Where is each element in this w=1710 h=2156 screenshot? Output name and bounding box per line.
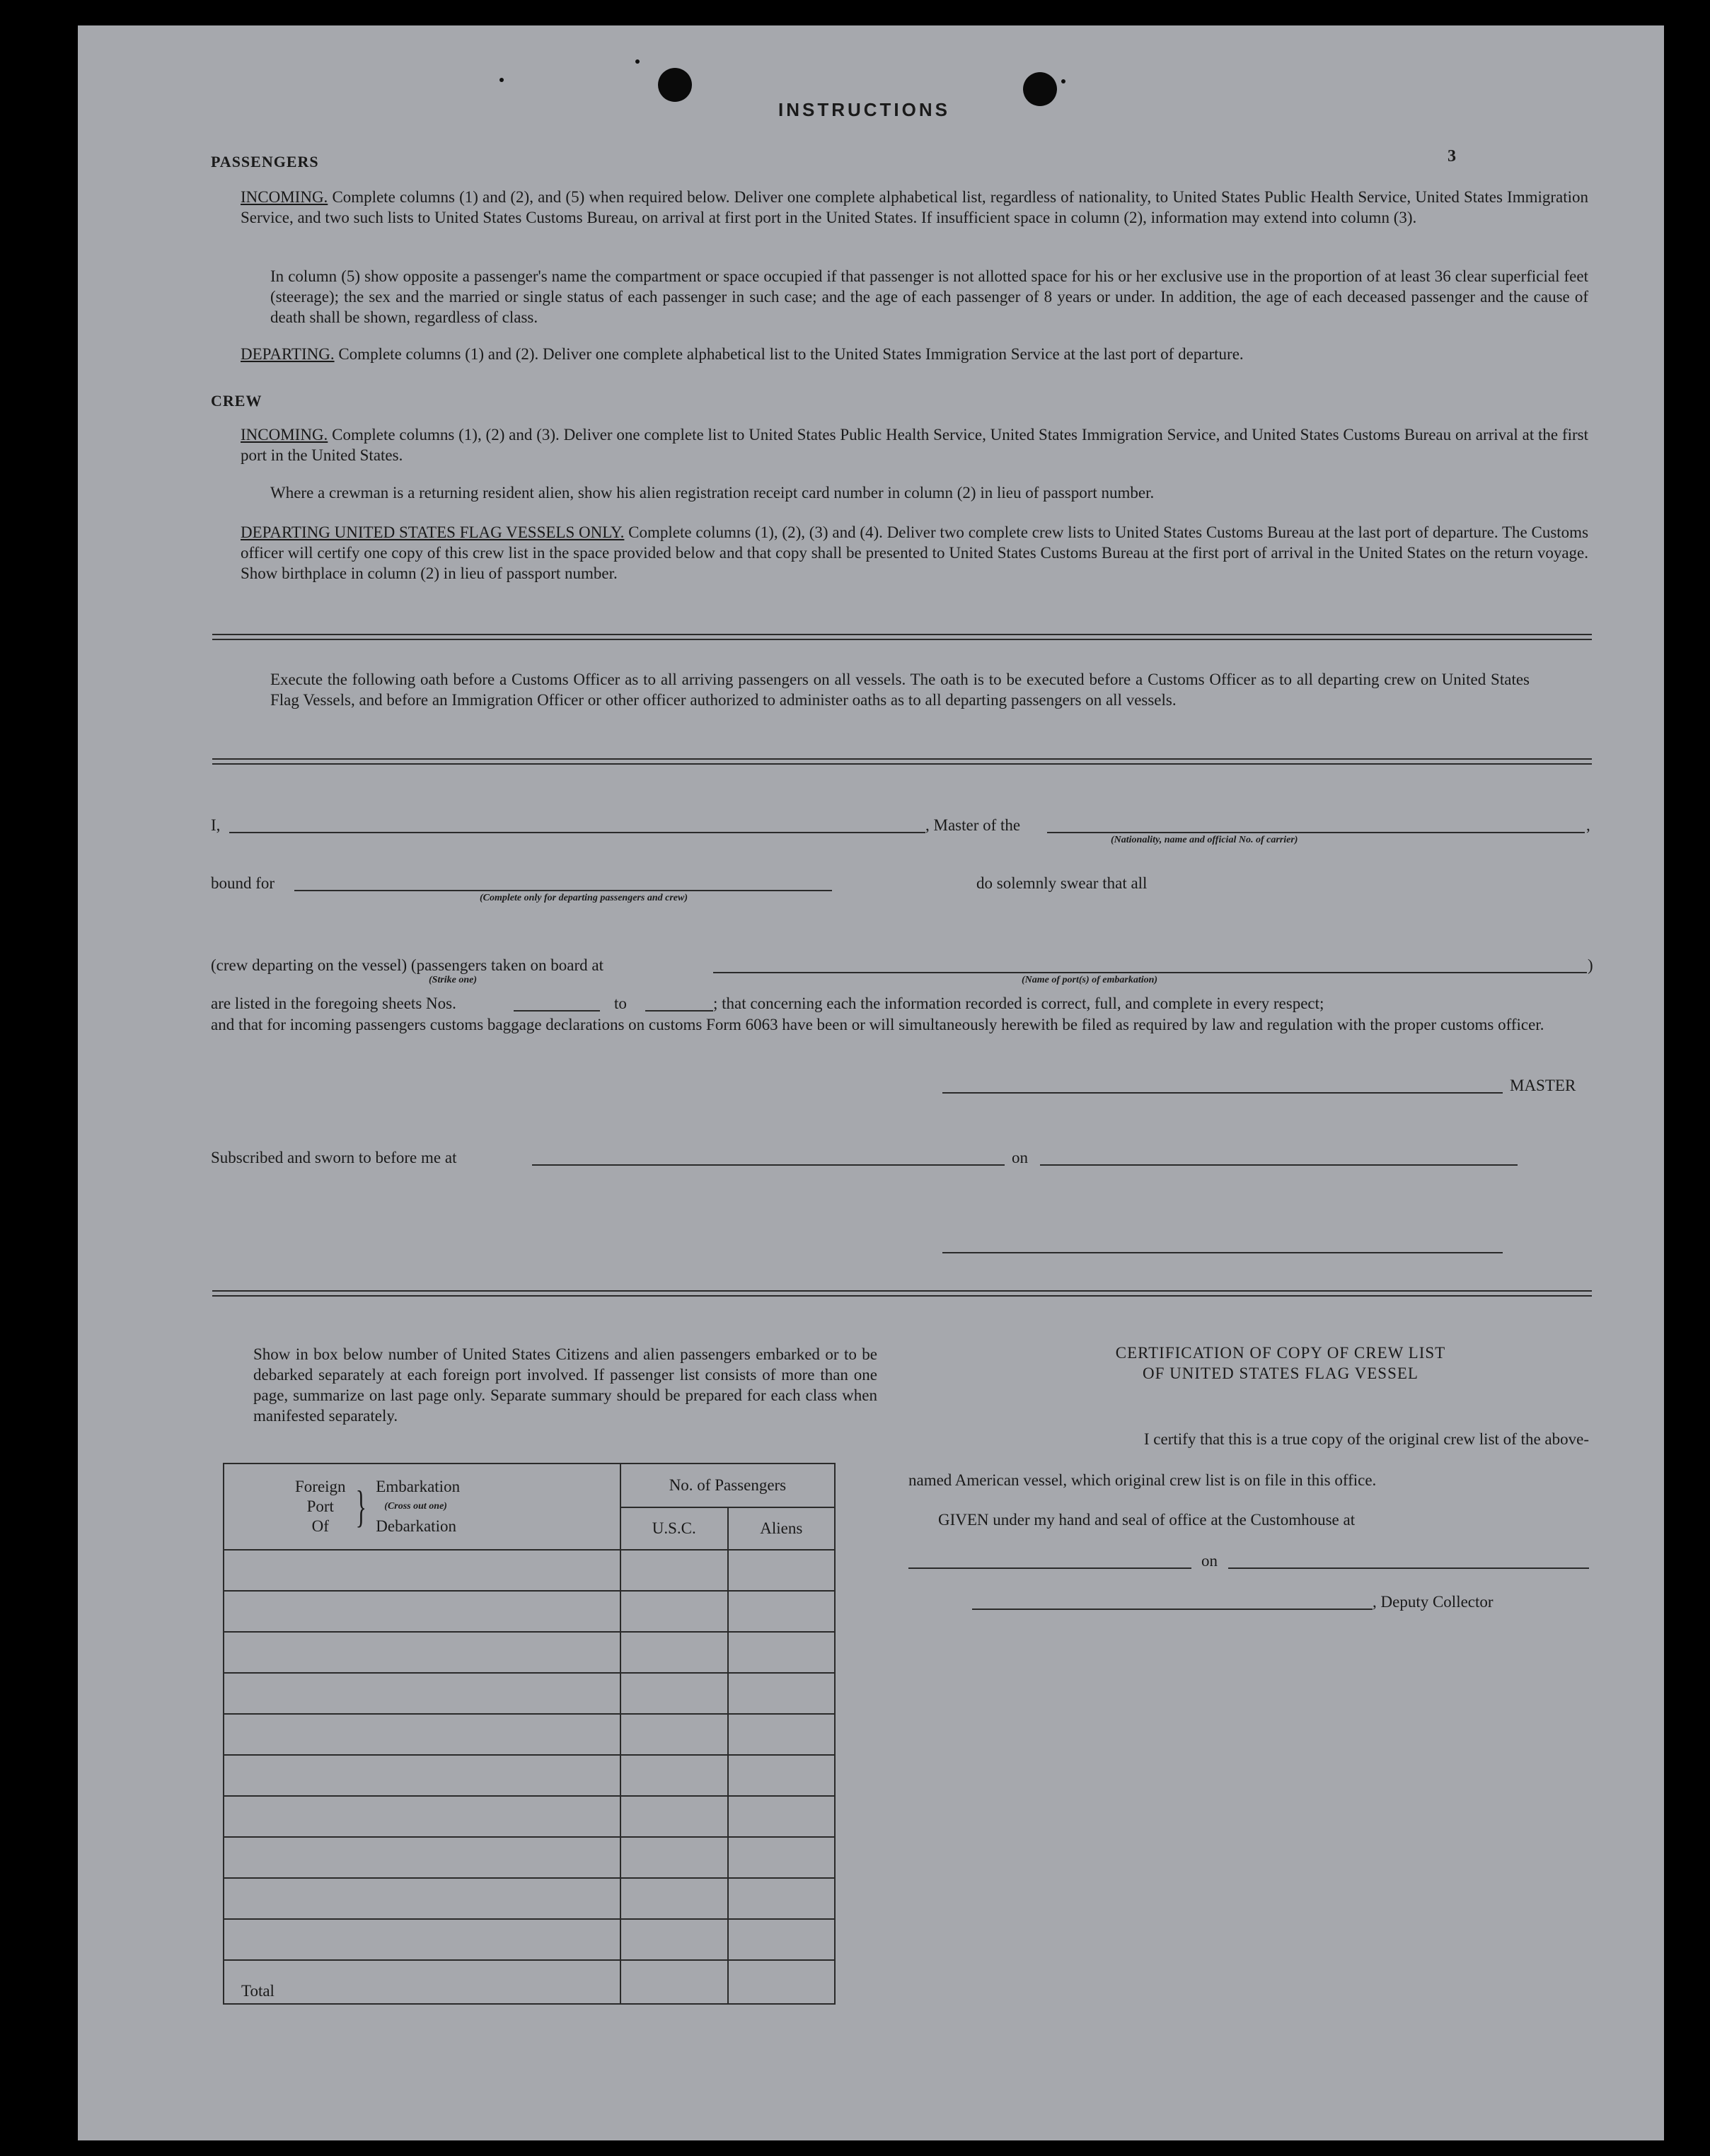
aliens-cell[interactable]: [728, 1673, 835, 1714]
table-row: [224, 1755, 835, 1796]
divider: [212, 758, 1592, 765]
table-row: [224, 1673, 835, 1714]
port-cell[interactable]: [224, 1878, 620, 1919]
speck: [499, 78, 504, 82]
usc-header: U.S.C.: [620, 1507, 728, 1550]
oath-body-rest: and that for incoming passengers customs baggage declarations on customs Form 6063 have been or will simultaneously herewith be filed as required by law and regulation with the proper customs officer.: [211, 1016, 1544, 1033]
no-passengers-header: No. of Passengers: [620, 1464, 835, 1507]
foreign-label: Foreign: [295, 1478, 346, 1495]
form-page: INSTRUCTIONS 3 PASSENGERS INCOMING. Complete columns (1) and (2), and (5) when required below. Deliver one complete alphabetical list, regardless of nationality, to United States Public Health Service, United States Immigration Service, and two such lists to United States Customs Bureau, on arrival at first port in the United States. If insufficient space in column (2), information may extend into column (3). In column (5) show opposite a passenger's name the compartment or space occupied if that passenger is not allotted space for his or her exclusive use in the proportion of at least 36 clear superficial feet (steerage); the sex and the married or single status of each passenger in such case; and the age of each passenger of 8 years or under. In addition, the age of each deceased passenger and the cause of death shall be shown, regardless of class. DEPARTING. Complete columns (1) and (2). Deliver one complete alphabetical list to the United States Immigration Service at the last port of departure. CREW INCOMING. Complete columns (1), (2) and (3). Deliver one complete list to United States Public Health Service, United States Immigration Service, and United States Customs Bureau on arrival at the first port in the United States. Where a crewman is a returning resident alien, show his alien registration receipt card number in column (2) in lieu of passport number. DEPARTING UNITED STATES FLAG VESSELS ONLY. Complete columns (1), (2), (3) and (4). Deliver two complete crew lists to United States Customs Bureau at the last port of departure. The Customs officer will certify one copy of this crew list in the space provided below and that copy shall be presented to United States Customs Bureau at the first port of arrival in the United States on the return voyage. Show birthplace in column (2) in lieu of passport number. Execute the following oath before a Customs Officer as to all arriving passengers on all vessels. The oath is to be executed before a Customs Officer as to all departing crew on United States Flag Vessels, and before an Immigration Officer or other officer authorized to administer oaths as to all departing passengers on all vessels. I, , Master of the , (Nationality, name and official No. of carrier) bound for (Complete only for departing passengers and crew) do solemnly swear that all (crew departing on the vessel) (passengers taken on board at ) (Strike one) (Name of port(s) of embarkation) are listed in the foregoing sheets Nos. to ; that concerning each the information recorded is correct, full, and complete in every respect; and that for incoming passengers customs baggage declarations on customs Form 6063 have been or will simultaneously herewith be filed as required by law and regulation with the proper customs officer. MASTER Subscribed and sworn to before me at on Show in box below number of United States Citizens and alien passengers embarked or to be debarked separately at each foreign port involved. If passenger list consists of more than one page, summarize on last page only. Separate summary should be prepared for each class when manifested separately. Foreign Port Of } Embarkation (Cross out one) Debarkation No. of Passengers U.S.C. Aliens Total CERTIFICATION OF COPY OF CREW LIST OF UNITED STATES FLAG VESSEL I certify that this is a true copy of the original crew list of the above- named American vessel, which original crew list is on file in this office. GIVEN under my hand and seal of office at the Customhouse at on , Deputy Collector: [78, 25, 1664, 2140]
port-cell[interactable]: [224, 1632, 620, 1673]
master-name-field[interactable]: [229, 832, 925, 833]
port-cell[interactable]: [224, 1837, 620, 1878]
crew-incoming-paragraph: [241, 424, 1588, 465]
certification-title: [962, 1343, 1599, 1384]
usc-cell[interactable]: [620, 1673, 728, 1714]
passengers-incoming-paragraph: [241, 187, 1588, 228]
table-row: [224, 1837, 835, 1878]
aliens-cell[interactable]: [728, 1632, 835, 1673]
port-cell[interactable]: [224, 1673, 620, 1714]
incoming-label: INCOMING.: [241, 188, 328, 206]
passengers-heading: PASSENGERS: [211, 153, 319, 170]
aliens-cell[interactable]: [728, 1591, 835, 1632]
table-row: [224, 1632, 835, 1673]
carrier-hint: (Nationality, name and official No. of carrier): [1111, 835, 1298, 845]
bound-for-label: bound for: [211, 874, 275, 892]
table-row: [224, 1878, 835, 1919]
certification-title-line2: OF UNITED STATES FLAG VESSEL: [1143, 1364, 1419, 1382]
aliens-cell[interactable]: [728, 1878, 835, 1919]
table-row: [224, 1796, 835, 1837]
master-signature-field[interactable]: [942, 1092, 1503, 1094]
usc-cell[interactable]: [620, 1550, 728, 1591]
instructions-title: INSTRUCTIONS: [778, 99, 950, 120]
crew-passengers-label: (crew departing on the vessel) (passengers taken on board at: [211, 956, 603, 974]
usc-cell[interactable]: [620, 1878, 728, 1919]
certification-title-line1: CERTIFICATION OF COPY OF CREW LIST: [1115, 1344, 1446, 1362]
divider: [212, 1290, 1592, 1297]
total-label: Total: [224, 1960, 620, 2004]
summary-instruction: Show in box below number of United States Citizens and alien passengers embarked or to be debarked separately at each foreign port involved. If passenger list consists of more than one page, summarize on last page only. Separate summary should be prepared for each class when manifested separately.: [253, 1345, 877, 1425]
cross-out-hint: (Cross out one): [384, 1501, 447, 1512]
embarkation-ports-field[interactable]: [713, 972, 1587, 973]
usc-cell[interactable]: [620, 1755, 728, 1796]
oath-i-label: I,: [211, 816, 221, 834]
close-paren: ): [1588, 956, 1593, 974]
port-cell[interactable]: [224, 1796, 620, 1837]
usc-cell[interactable]: [620, 1714, 728, 1755]
aliens-cell[interactable]: [728, 1919, 835, 1960]
carrier-field[interactable]: [1047, 832, 1585, 833]
table-row: [224, 1919, 835, 1960]
deputy-signature-field[interactable]: [972, 1609, 1373, 1610]
swear-label: do solemnly swear that all: [976, 874, 1148, 892]
aliens-cell[interactable]: [728, 1550, 835, 1591]
departing-label: DEPARTING.: [241, 345, 335, 363]
certification-line2: named American vessel, which original crew list is on file in this office.: [908, 1471, 1377, 1489]
oath-instruction: Execute the following oath before a Customs Officer as to all arriving passengers on all vessels. The oath is to be executed before a Customs Officer as to all departing crew on United States Flag Vessels, and before an Immigration Officer or other officer authorized to administer oaths as to all departing passengers on all vessels.: [270, 671, 1530, 709]
aliens-header: Aliens: [728, 1507, 835, 1550]
punch-hole: [1023, 72, 1057, 106]
officer-signature-field[interactable]: [942, 1252, 1503, 1253]
passengers-column5-paragraph: In column (5) show opposite a passenger's name the compartment or space occupied if that passenger is not allotted space for his or her exclusive use in the proportion of at least 36 clear superficial feet (steerage); the sex and the married or single status of each passenger in such case; and the age of each passenger of 8 years or under. In addition, the age of each deceased passenger and the cause of death shall be shown, regardless of class.: [270, 267, 1588, 326]
table-row: [224, 1550, 835, 1591]
port-cell[interactable]: [224, 1755, 620, 1796]
aliens-cell[interactable]: [728, 1755, 835, 1796]
sworn-on-label: on: [1012, 1149, 1028, 1166]
usc-cell[interactable]: [620, 1837, 728, 1878]
of-label: Of: [311, 1517, 329, 1535]
certification-on-label: on: [1201, 1552, 1218, 1570]
embarkation-label: Embarkation: [376, 1478, 461, 1495]
master-of-label: , Master of the: [925, 816, 1021, 834]
passengers-departing-paragraph: [241, 344, 1588, 364]
crew-resident-paragraph: Where a crewman is a returning resident alien, show his alien registration receipt card number in column (2) in lieu of passport number.: [270, 484, 1155, 502]
sheets-to-label: to: [614, 995, 627, 1012]
usc-cell[interactable]: [620, 1919, 728, 1960]
speck: [1061, 79, 1065, 83]
port-cell[interactable]: [224, 1714, 620, 1755]
certification-line1: I certify that this is a true copy of the original crew list of the above-: [1143, 1430, 1589, 1448]
total-row: [224, 1960, 835, 2004]
port-header-cell: [224, 1464, 620, 1550]
aliens-cell[interactable]: [728, 1796, 835, 1837]
sworn-place-field[interactable]: [532, 1164, 1005, 1166]
usc-cell[interactable]: [620, 1796, 728, 1837]
passenger-summary-table: [223, 1463, 836, 2005]
port-cell[interactable]: [224, 1919, 620, 1960]
crew-departing-label: DEPARTING UNITED STATES FLAG VESSELS ONLY.: [241, 523, 625, 541]
sheet-to-field[interactable]: [645, 1010, 713, 1012]
divider: [212, 634, 1592, 640]
aliens-cell[interactable]: [728, 1714, 835, 1755]
total-usc-cell[interactable]: [620, 1960, 728, 2004]
bound-for-field[interactable]: [294, 890, 832, 891]
sheet-from-field[interactable]: [514, 1010, 600, 1012]
port-cell[interactable]: [224, 1550, 620, 1591]
table-row: [224, 1591, 835, 1632]
aliens-cell[interactable]: [728, 1837, 835, 1878]
sheets-prefix: are listed in the foregoing sheets Nos.: [211, 995, 456, 1012]
port-label: Port: [306, 1497, 334, 1515]
strike-hint: (Strike one): [429, 975, 478, 985]
sworn-date-field[interactable]: [1040, 1164, 1518, 1166]
bound-hint: (Complete only for departing passengers and crew): [480, 893, 688, 903]
deputy-collector-label: , Deputy Collector: [1373, 1593, 1494, 1611]
crew-incoming-label: INCOMING.: [241, 426, 328, 444]
speck: [635, 59, 640, 64]
crew-departing-text: Complete columns (1), (2), (3) and (4). Deliver two complete crew lists to United States Customs Bureau at the last port of departure. The Customs officer will certify one copy of this crew list in the space provided below and that copy shall be presented to United States Customs Bureau at the first port of arrival in the United States on the return voyage. Show birthplace in column (2) in lieu of passport number.: [241, 523, 1589, 582]
certification-line3: GIVEN under my hand and seal of office at the Customhouse at: [938, 1511, 1356, 1529]
ports-hint: (Name of port(s) of embarkation): [1022, 975, 1158, 985]
customhouse-field[interactable]: [908, 1567, 1191, 1569]
page-mark: 3: [1448, 147, 1456, 166]
sheets-suffix: ; that concerning each the information recorded is correct, full, and complete in every respect;: [713, 995, 1324, 1012]
subscribed-label: Subscribed and sworn to before me at: [211, 1149, 457, 1166]
port-cell[interactable]: [224, 1591, 620, 1632]
debarkation-label: Debarkation: [376, 1517, 456, 1535]
total-aliens-cell[interactable]: [728, 1960, 835, 2004]
brace-icon: }: [355, 1481, 366, 1531]
table-row: [224, 1714, 835, 1755]
certification-date-field[interactable]: [1228, 1567, 1589, 1569]
crew-incoming-text: Complete columns (1), (2) and (3). Deliver one complete list to United States Public Health Service, United States Immigration Service, and United States Customs Bureau on arrival at the first port in the United States.: [241, 426, 1588, 464]
punch-hole: [658, 68, 692, 102]
departing-text: Complete columns (1) and (2). Deliver one complete alphabetical list to the United States Immigration Service at the last port of departure.: [338, 345, 1244, 363]
usc-cell[interactable]: [620, 1632, 728, 1673]
master-label: MASTER: [1510, 1077, 1576, 1094]
crew-departing-paragraph: [241, 522, 1588, 584]
incoming-text: Complete columns (1) and (2), and (5) when required below. Deliver one complete alphabetical list, regardless of nationality, to United States Public Health Service, United States Immigration Service, and two such lists to United States Customs Bureau, on arrival at first port in the United States. If insufficient space in column (2), information may extend into column (3).: [241, 188, 1589, 226]
usc-cell[interactable]: [620, 1591, 728, 1632]
crew-heading: CREW: [211, 392, 262, 410]
